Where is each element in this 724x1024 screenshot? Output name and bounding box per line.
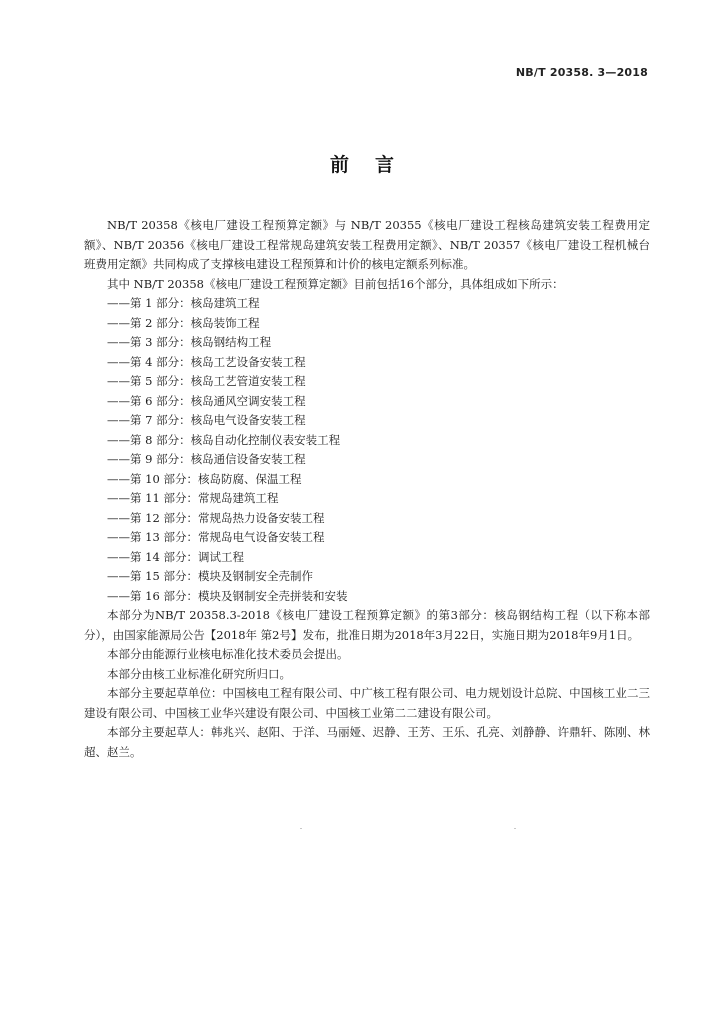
list-dash: —— (107, 471, 130, 486)
part-label: 第 14 部分：调试工程 (130, 549, 244, 564)
list-item (84, 431, 650, 451)
list-item (84, 509, 650, 529)
list-dash: —— (107, 354, 130, 369)
list-dash: —— (107, 491, 130, 505)
part-label: 第 10 部分：核岛防腐、保温工程 (130, 471, 302, 486)
list-dash: —— (107, 549, 130, 564)
part-label: 第 2 部分：核岛装饰工程 (130, 315, 260, 330)
list-item (84, 587, 650, 607)
list-item (84, 548, 650, 568)
part-label: 第 11 部分：常规岛建筑工程 (130, 491, 279, 505)
parts-list (84, 294, 650, 606)
part-label: 第 4 部分：核岛工艺设备安装工程 (130, 354, 306, 369)
part-label: 第 9 部分：核岛通信设备安装工程 (130, 452, 306, 466)
scan-speck (514, 828, 516, 829)
list-dash: —— (107, 530, 130, 544)
proposed-by-paragraph: 本部分由能源行业核电标准化技术委员会提出。 (107, 647, 349, 661)
list-item (84, 353, 650, 373)
list-dash: —— (107, 588, 130, 603)
part-label: 第 3 部分：核岛钢结构工程 (130, 335, 272, 349)
part-label: 第 13 部分：常规岛电气设备安装工程 (130, 530, 325, 544)
list-item (84, 470, 650, 490)
list-item (84, 489, 650, 509)
part-label: 第 16 部分：模块及钢制安全壳拼装和安装 (130, 588, 348, 603)
release-paragraph: 本部分为NB/T 20358.3-2018《核电厂建设工程预算定额》的第3部分：核岛钢结构工程（以下称本部分），由国家能源局公告【2018年 第2号】发布，批准日期为2018年3月22日，实施日期为2018年9月1日。 (84, 608, 650, 642)
intro-paragraph-1: NB/T 20358《核电厂建设工程预算定额》与 NB/T 20355《核电厂建设工程核岛建筑安装工程费用定额》、NB/T 20356《核电厂建设工程常规岛建筑安装工程费用定额》、NB/T 20357《核电厂建设工程机械台班费用定额》共同构成了支撑核电建设工程预算和计价的核电定额系列标准。 (84, 218, 650, 271)
list-dash: —— (107, 432, 130, 447)
list-item (84, 392, 650, 412)
list-item (84, 567, 650, 587)
standard-code: NB/T 20358. 3—2018 (515, 66, 648, 79)
list-dash: —— (107, 413, 130, 427)
list-dash: —— (107, 569, 130, 583)
list-dash: —— (107, 374, 130, 388)
intro-paragraph-2: 其中 NB/T 20358《核电厂建设工程预算定额》目前包括16个部分，具体组成如下所示： (107, 276, 564, 291)
part-label: 第 12 部分：常规岛热力设备安装工程 (130, 510, 325, 525)
list-item (84, 333, 650, 353)
part-label: 第 8 部分：核岛自动化控制仪表安装工程 (130, 432, 341, 447)
list-item (84, 294, 650, 314)
drafting-units-paragraph: 本部分主要起草单位：中国核电工程有限公司、中广核工程有限公司、电力规划设计总院、中国核工业二三建设有限公司、中国核工业华兴建设有限公司、中国核工业第二二建设有限公司。 (84, 686, 650, 720)
list-dash: —— (107, 315, 130, 330)
part-label: 第 5 部分：核岛工艺管道安装工程 (130, 374, 306, 388)
list-item (84, 314, 650, 334)
part-label: 第 7 部分：核岛电气设备安装工程 (130, 413, 306, 427)
list-dash: —— (107, 510, 130, 525)
list-dash: —— (107, 335, 130, 349)
list-item (84, 411, 650, 431)
list-item (84, 450, 650, 470)
part-label: 第 15 部分：模块及钢制安全壳制作 (130, 569, 313, 583)
page-title: 前言 (329, 154, 420, 176)
part-label: 第 1 部分：核岛建筑工程 (130, 296, 260, 310)
list-item (84, 372, 650, 392)
scan-speck (300, 828, 302, 829)
list-dash: —— (107, 296, 130, 310)
list-item (84, 528, 650, 548)
drafters-paragraph: 本部分主要起草人：韩兆兴、赵阳、于洋、马丽娅、迟静、王芳、王乐、孔亮、刘静静、许鼎轩、陈刚、林超、赵兰。 (84, 725, 650, 759)
part-label: 第 6 部分：核岛通风空调安装工程 (130, 393, 306, 408)
list-dash: —— (107, 393, 130, 408)
list-dash: —— (107, 452, 130, 466)
foreword-body (84, 216, 650, 762)
managed-by-paragraph: 本部分由核工业标准化研究所归口。 (107, 666, 291, 681)
